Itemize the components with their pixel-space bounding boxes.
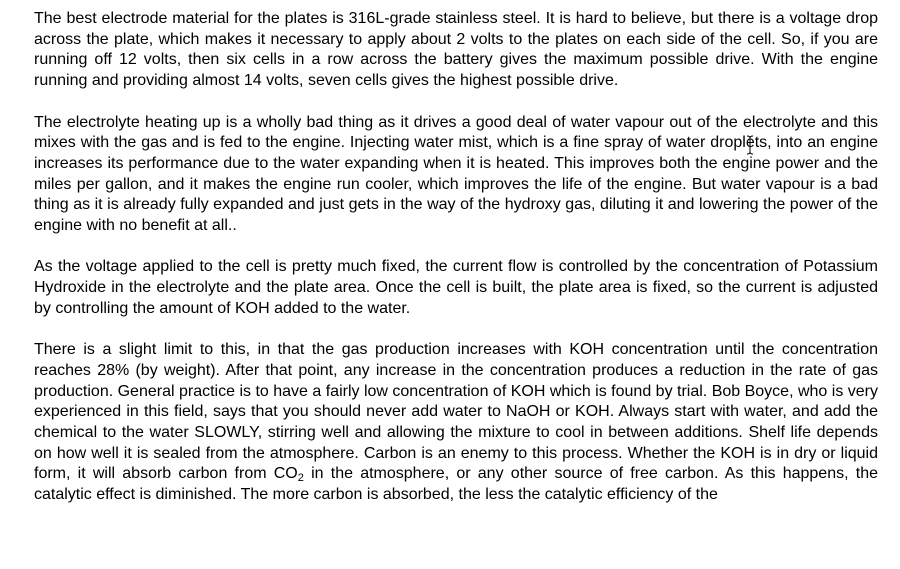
paragraph-electrolyte-heating: The electrolyte heating up is a wholly bad thing as it drives a good deal of water vapour out of the electrolyte and this mixes with the gas and is fed to the engine. Injecting water mist, which is a fine spray of water droplets, into an engine increases its performance due to the water expanding when it is heated. This improves both the engine power and the miles per gallon, and it makes the engine run cooler, which improves the life of the engine. But water vapour is a bad thing as it is already fully expanded and just gets in the way of the hydroxy gas, diluting it and lowering the power of the engine with no benefit at all.. — [34, 113, 878, 235]
document-page — [34, 9, 878, 527]
paragraph-electrode-material: The best electrode material for the plates is 316L-grade stainless steel. It is hard to believe, but there is a voltage drop across the plate, which makes it necessary to apply about 2 volts to the plates on each side of the cell. So, if you are running off 12 volts, then six cells in a row across the battery gives the maximum possible drive. With the engine running and providing almost 14 volts, seven cells gives the highest possible drive. — [34, 10, 878, 90]
co2-subscript: 2 — [297, 472, 304, 485]
paragraph-current-flow: As the voltage applied to the cell is pretty much fixed, the current flow is controlled by the concentration of Potassium Hydroxide in the electrolyte and the plate area. Once the cell is built, the plate area is fixed, so the current is adjusted by controlling the amount of KOH added to the water. — [34, 258, 878, 317]
paragraph-text-before-subscript: There is a slight limit to this, in that the gas production increases with KOH concentration until the concentration reaches 28% (by weight). After that point, any increase in the concentration produces a reduction in the rate of gas production. General practice is to have a fairly low concentration of KOH which is found by trial. Bob Boyce, who is very experienced in this field, says that you should never add water to NaOH or KOH. Always start with water, and add the chemical to the water SLOWLY, stirring well and allowing the mixture to cool in between additions. Shelf life depends on how well it is sealed from the atmosphere. Carbon is an enemy to this process. Whether the KOH is in dry or liquid form, it will absorb carbon from CO — [34, 341, 878, 483]
paragraph-koh-concentration — [34, 340, 878, 506]
paragraph-text-after-subscript: in the atmosphere, or any other source of free carbon. As this happens, the catalytic effect is diminished. The more carbon is absorbed, the less the catalytic efficiency of the — [34, 465, 878, 504]
text-cursor-icon — [745, 135, 755, 155]
